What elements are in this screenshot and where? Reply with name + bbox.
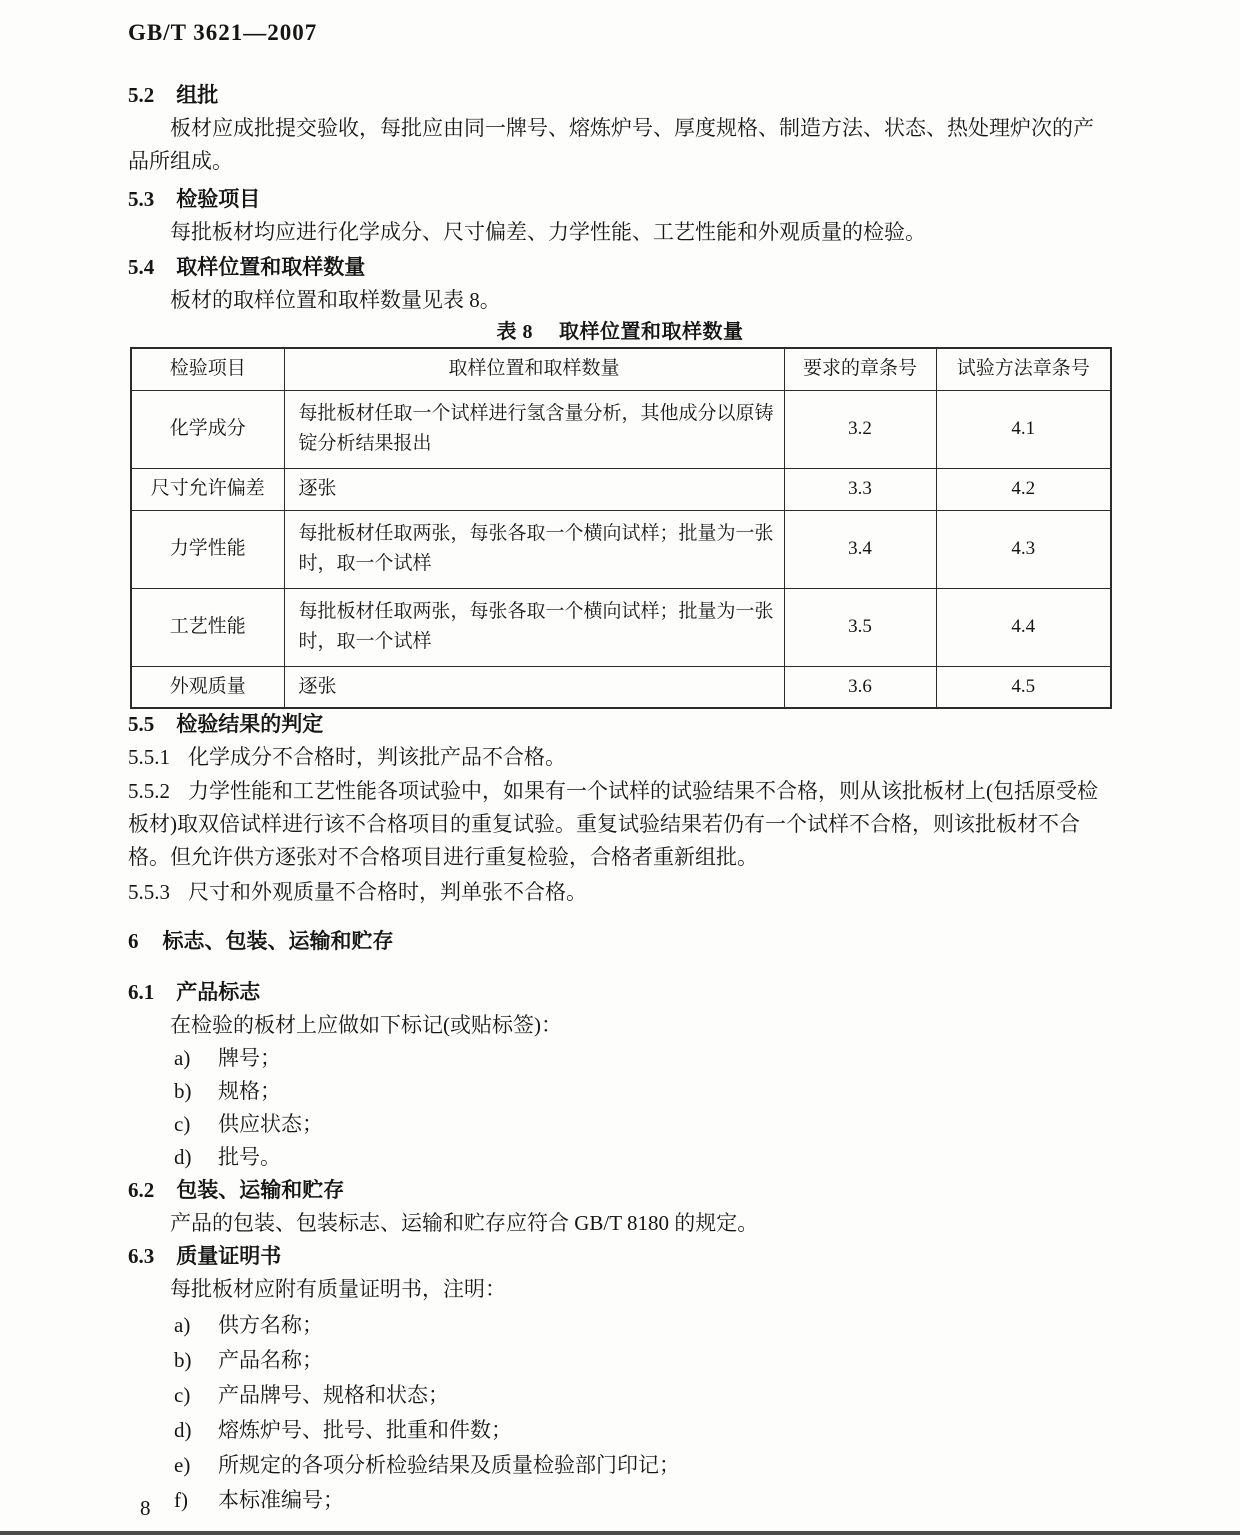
clause-6-3-paragraph: 每批板材应附有质量证明书，注明： [170,1277,506,1301]
clause-5-3-heading [128,183,1112,213]
cell-sampling: 逐张 [284,666,784,708]
table-number: 表 8 [496,321,533,343]
clause-5-2-heading [128,79,1112,109]
scan-bottom-edge [0,1531,1240,1535]
cell-item: 外观质量 [131,666,284,708]
header-inspection-item: 检验项目 [131,348,284,390]
list-item-text: 规格； [218,1079,281,1103]
header-test-method-clause: 试验方法章条号 [936,348,1111,390]
table-8-caption [128,315,1112,344]
clause-6-1-heading [128,976,1112,1006]
cell-sampling: 逐张 [284,468,784,510]
clause-title: 产品标志 [176,980,261,1004]
clause-number: 6 [128,929,139,953]
clause-6-1-list [128,1042,1112,1174]
header-requirement-clause: 要求的章条号 [784,348,936,390]
list-item-text: 产品牌号、规格和状态； [218,1383,449,1407]
list-item [174,1308,1112,1343]
table-row [131,390,1111,468]
cell-item: 化学成分 [131,390,284,468]
clause-6-heading [128,925,1112,955]
cell-method: 4.5 [936,666,1111,708]
list-item-label: a) [174,1046,191,1070]
clause-title: 标志、包装、运输和贮存 [162,929,394,953]
clause-title: 组批 [176,83,219,107]
clause-number: 5.5 [128,712,155,736]
list-item-text: 供应状态； [218,1112,323,1136]
clause-number: 5.5.3 [128,880,170,904]
list-item [174,1413,1112,1448]
clause-title: 检验结果的判定 [176,712,324,736]
header-sampling: 取样位置和取样数量 [284,348,784,390]
clause-5-5-1-paragraph [128,741,1112,774]
cell-requirement: 3.6 [784,666,936,708]
clause-number: 5.4 [128,255,155,279]
table-row [131,588,1111,666]
cell-item: 尺寸允许偏差 [131,468,284,510]
cell-sampling: 每批板材任取两张，每张各取一个横向试样；批量为一张时，取一个试样 [284,510,784,588]
clause-number: 6.1 [128,980,155,1004]
clause-5-4-heading [128,251,1112,281]
clause-title: 质量证明书 [176,1244,282,1268]
clause-6-1-paragraph: 在检验的板材上应做如下标记(或贴标签)： [170,1013,562,1037]
clause-number: 5.5.2 [128,779,170,803]
list-item-label: b) [174,1079,192,1103]
list-item-label: e) [174,1453,191,1477]
cell-requirement: 3.4 [784,510,936,588]
cell-sampling: 每批板材任取两张，每张各取一个横向试样；批量为一张时，取一个试样 [284,588,784,666]
table-row [131,666,1111,708]
clause-body: 尺寸和外观质量不合格时，判单张不合格。 [188,880,587,904]
clause-body: 力学性能和工艺性能各项试验中，如果有一个试样的试验结果不合格，则从该批板材上(包括原受检板材)取双倍试样进行该不合格项目的重复试验。重复试验结果若仍有一个试样不合格，则该批板材不合格。但允许供方逐张对不合格项目进行重复检验，合格者重新组批。 [128,779,1098,869]
list-item-text: 熔炼炉号、批号、批重和件数； [218,1418,512,1442]
clause-5-3-paragraph: 每批板材均应进行化学成分、尺寸偏差、力学性能、工艺性能和外观质量的检验。 [170,220,926,244]
clause-number: 5.5.1 [128,745,170,769]
list-item-label: f) [174,1488,188,1512]
list-item-text: 所规定的各项分析检验结果及质量检验部门印记； [218,1453,680,1477]
clause-number: 6.2 [128,1178,155,1202]
table-header-row [131,348,1111,390]
clause-number: 5.2 [128,83,155,107]
list-item-label: a) [174,1313,191,1337]
clause-5-5-heading [128,708,1112,738]
list-item [174,1483,1112,1518]
clause-5-4-paragraph: 板材的取样位置和取样数量见表 8。 [170,288,501,312]
list-item-label: d) [174,1418,192,1442]
clause-number: 5.3 [128,187,155,211]
cell-item: 工艺性能 [131,588,284,666]
list-item-text: 供方名称； [218,1313,323,1337]
clause-title: 包装、运输和贮存 [176,1178,345,1202]
clause-number: 6.3 [128,1244,155,1268]
page-number: 8 [140,1496,151,1520]
clause-5-5-3-paragraph [128,876,1112,909]
clause-5-2-paragraph: 板材应成批提交验收，每批应由同一牌号、熔炼炉号、厚度规格、制造方法、状态、热处理炉次的产品所组成。 [128,116,1094,173]
cell-requirement: 3.5 [784,588,936,666]
clause-6-3-heading [128,1240,1112,1270]
list-item [174,1075,1112,1108]
cell-requirement: 3.3 [784,468,936,510]
list-item-label: c) [174,1112,191,1136]
clause-6-2-heading [128,1174,1112,1204]
table-row [131,468,1111,510]
standard-number: GB/T 3621—2007 [128,20,318,45]
clause-6-3-list [128,1308,1112,1518]
table-8 [130,347,1112,709]
list-item-text: 牌号； [218,1046,281,1070]
cell-method: 4.3 [936,510,1111,588]
clause-body: 化学成分不合格时，判该批产品不合格。 [188,745,566,769]
list-item-text: 本标准编号； [218,1488,344,1512]
table-title: 取样位置和取样数量 [559,321,744,343]
list-item [174,1448,1112,1483]
list-item-text: 批号。 [218,1145,281,1169]
clause-title: 取样位置和取样数量 [176,255,366,279]
cell-requirement: 3.2 [784,390,936,468]
list-item [174,1042,1112,1075]
cell-method: 4.1 [936,390,1111,468]
clause-title: 检验项目 [176,187,261,211]
table-row [131,510,1111,588]
cell-method: 4.4 [936,588,1111,666]
list-item [174,1141,1112,1174]
clause-5-5-2-paragraph [128,775,1112,874]
list-item-text: 产品名称； [218,1348,323,1372]
clause-6-2-paragraph: 产品的包装、包装标志、运输和贮存应符合 GB/T 8180 的规定。 [170,1211,759,1235]
list-item [174,1343,1112,1378]
cell-sampling: 每批板材任取一个试样进行氢含量分析，其他成分以原铸锭分析结果报出 [284,390,784,468]
list-item [174,1378,1112,1413]
cell-method: 4.2 [936,468,1111,510]
cell-item: 力学性能 [131,510,284,588]
list-item [174,1108,1112,1141]
list-item-label: c) [174,1383,191,1407]
list-item-label: b) [174,1348,192,1372]
list-item-label: d) [174,1145,192,1169]
